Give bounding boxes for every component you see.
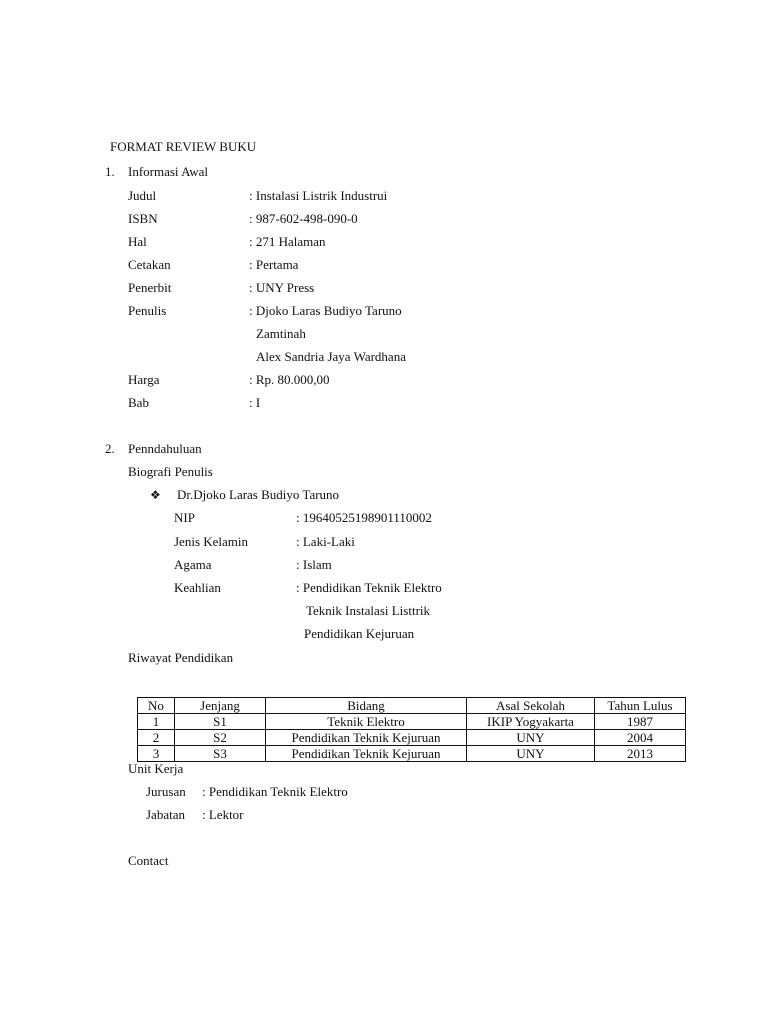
work-label-department: Jurusan — [146, 784, 186, 799]
info-label-penerbit: Penerbit — [128, 280, 172, 295]
document-title: FORMAT REVIEW BUKU — [110, 139, 257, 154]
table-header-cell: No — [138, 698, 175, 714]
bio-label-gender: Jenis Kelamin — [174, 534, 249, 549]
table-cell: 1987 — [595, 714, 686, 730]
info-value-cetakan: : Pertama — [249, 257, 299, 272]
info-value-penulis-2: Zamtinah — [256, 326, 306, 341]
table-cell: S1 — [175, 714, 266, 730]
table-cell: 2 — [138, 730, 175, 746]
work-label-position: Jabatan — [146, 807, 185, 822]
diamond-bullet-icon: ❖ — [150, 488, 161, 502]
table-cell: Pendidikan Teknik Kejuruan — [266, 730, 467, 746]
bio-label-nip: NIP — [174, 510, 195, 525]
info-label-judul: Judul — [128, 188, 157, 203]
info-label-hal: Hal — [128, 234, 147, 249]
info-label-penulis: Penulis — [128, 303, 167, 318]
info-value-bab: : I — [249, 395, 261, 410]
bio-label-expertise: Keahlian — [174, 580, 221, 595]
table-cell: UNY — [467, 730, 595, 746]
table-cell: S3 — [175, 746, 266, 762]
info-value-judul: : Instalasi Listrik Industrui — [249, 188, 388, 203]
table-cell: IKIP Yogyakarta — [467, 714, 595, 730]
table-header-cell: Tahun Lulus — [595, 698, 686, 714]
bio-value-gender: : Laki-Laki — [296, 534, 355, 549]
section-1-number: 1. — [105, 164, 115, 179]
bio-value-expertise-2: Teknik Instalasi Listtrik — [306, 603, 431, 618]
info-value-hal: : 271 Halaman — [249, 234, 326, 249]
work-value-department: : Pendidikan Teknik Elektro — [202, 784, 348, 799]
info-value-penulis: : Djoko Laras Budiyo Taruno — [249, 303, 402, 318]
table-cell: S2 — [175, 730, 266, 746]
info-label-bab: Bab — [128, 395, 149, 410]
info-label-harga: Harga — [128, 372, 160, 387]
table-cell: 2004 — [595, 730, 686, 746]
info-value-isbn: : 987-602-498-090-0 — [249, 211, 358, 226]
table-cell: Pendidikan Teknik Kejuruan — [266, 746, 467, 762]
work-unit-heading: Unit Kerja — [128, 761, 184, 776]
bio-value-expertise: : Pendidikan Teknik Elektro — [296, 580, 442, 595]
section-2-number: 2. — [105, 441, 115, 456]
section-1-heading: Informasi Awal — [128, 164, 209, 179]
info-value-penerbit: : UNY Press — [249, 280, 315, 295]
education-heading: Riwayat Pendidikan — [128, 650, 234, 665]
info-value-harga: : Rp. 80.000,00 — [249, 372, 330, 387]
work-value-position: : Lektor — [202, 807, 244, 822]
table-header-cell: Bidang — [266, 698, 467, 714]
table-row — [138, 714, 686, 730]
bio-value-religion: : Islam — [296, 557, 332, 572]
info-label-cetakan: Cetakan — [128, 257, 171, 272]
bio-value-expertise-3: Pendidikan Kejuruan — [304, 626, 415, 641]
table-cell: UNY — [467, 746, 595, 762]
education-table — [137, 697, 686, 762]
bio-label-religion: Agama — [174, 557, 212, 572]
table-header-row — [138, 698, 686, 714]
contact-heading: Contact — [128, 853, 169, 868]
table-cell: Teknik Elektro — [266, 714, 467, 730]
info-label-isbn: ISBN — [128, 211, 158, 226]
section-2-heading: Penndahuluan — [128, 441, 202, 456]
table-row — [138, 746, 686, 762]
table-cell: 1 — [138, 714, 175, 730]
table-header-cell: Jenjang — [175, 698, 266, 714]
table-header-cell: Asal Sekolah — [467, 698, 595, 714]
bio-value-nip: : 19640525198901110002 — [296, 510, 432, 525]
author-name: Dr.Djoko Laras Budiyo Taruno — [177, 487, 340, 502]
biography-heading: Biografi Penulis — [128, 464, 213, 479]
table-row — [138, 730, 686, 746]
info-value-penulis-3: Alex Sandria Jaya Wardhana — [256, 349, 406, 364]
table-cell: 2013 — [595, 746, 686, 762]
table-cell: 3 — [138, 746, 175, 762]
